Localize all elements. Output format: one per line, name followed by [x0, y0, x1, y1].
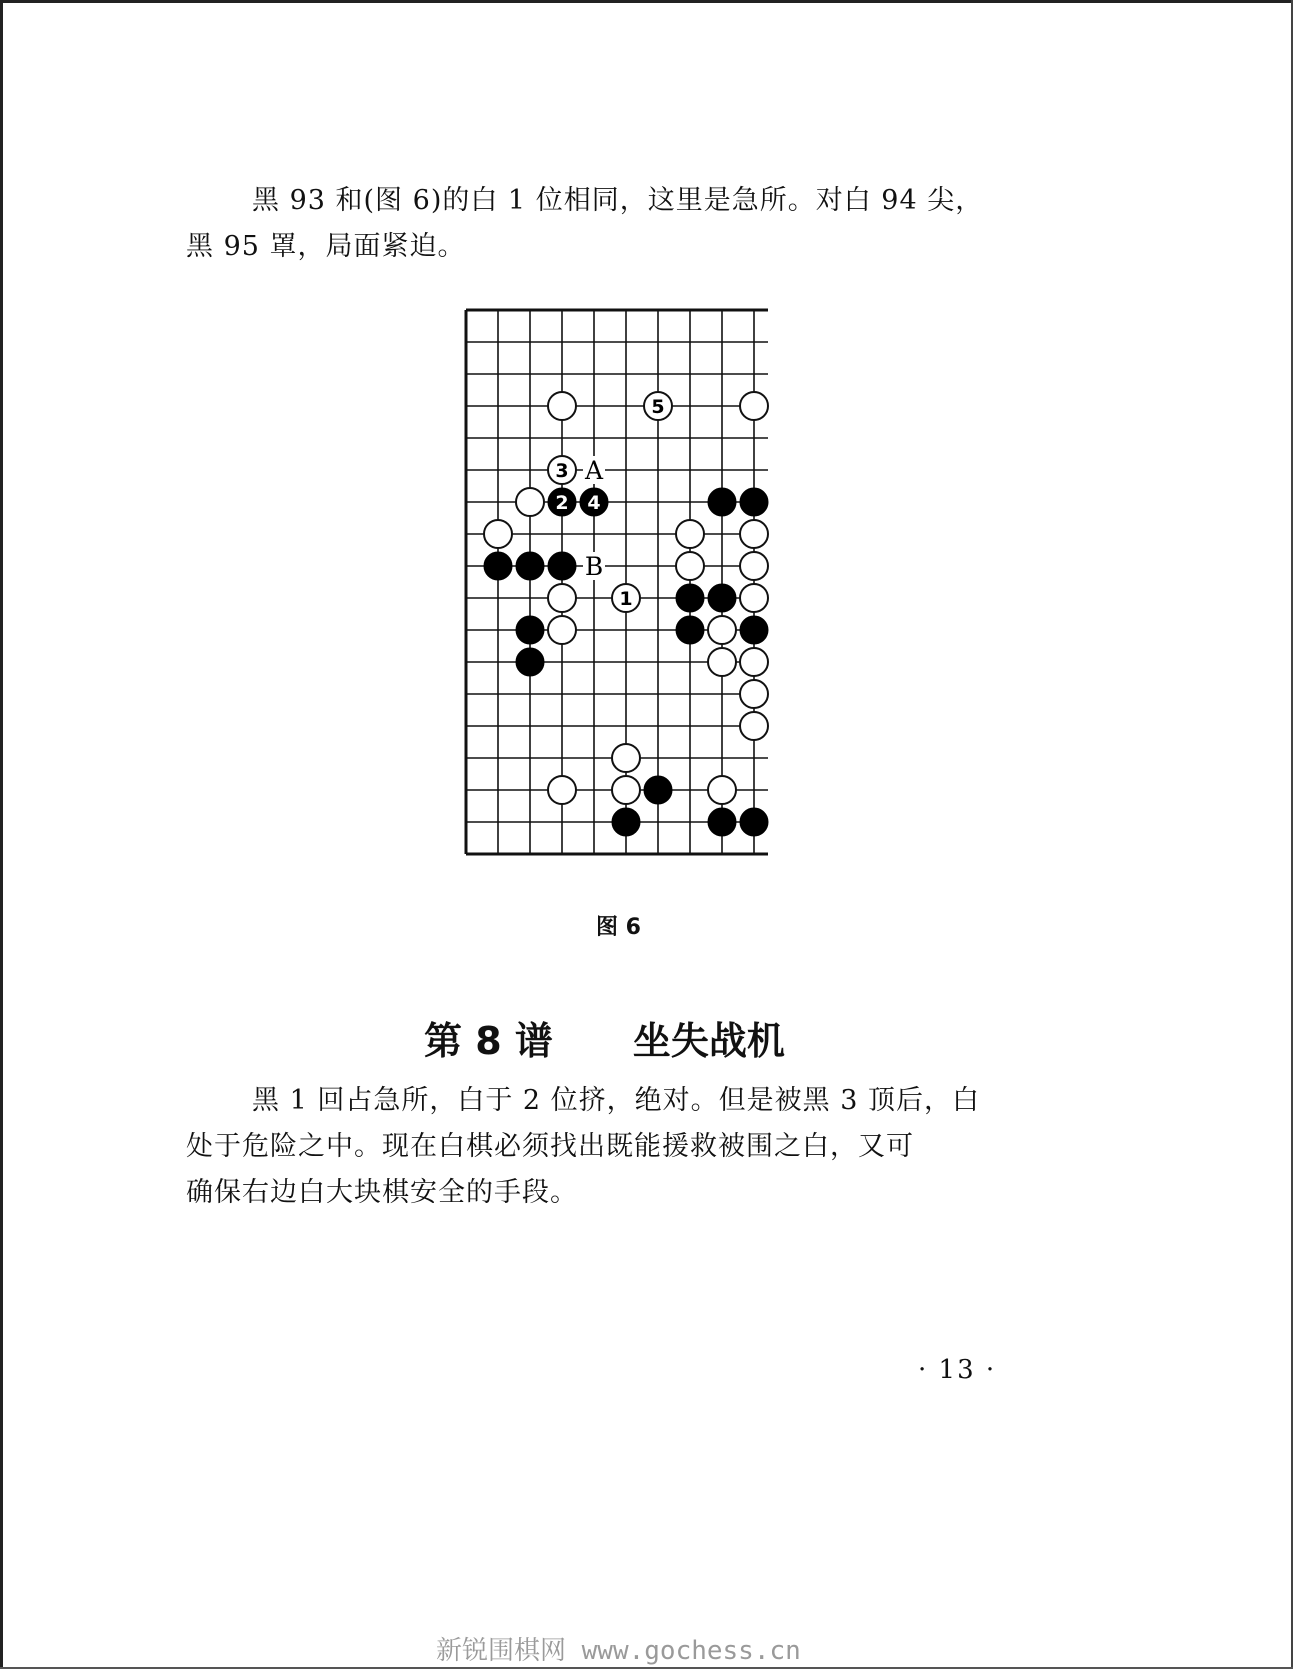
- paragraph-line: 黑 95 罩，局面紧迫。: [186, 231, 466, 262]
- white-stone: [676, 520, 704, 548]
- figure-caption: 图 6: [596, 915, 641, 940]
- black-stone: [676, 616, 704, 644]
- move-number-1: 1: [619, 588, 633, 610]
- paragraph-line: 黑 1 回占急所，白于 2 位挤，绝对。但是被黑 3 顶后，白: [252, 1085, 981, 1116]
- board-marker-a: A: [584, 456, 604, 485]
- black-stone: [516, 648, 544, 676]
- white-stone: [484, 520, 512, 548]
- white-stone: [740, 552, 768, 580]
- white-stone: [740, 392, 768, 420]
- go-diagram: [450, 300, 830, 890]
- white-stone: [612, 744, 640, 772]
- paragraph-line: 黑 93 和(图 6)的白 1 位相同，这里是急所。对白 94 尖，: [252, 185, 984, 216]
- black-stone: [484, 552, 512, 580]
- white-stone: [548, 776, 576, 804]
- white-stone: [740, 584, 768, 612]
- black-stone: [644, 776, 672, 804]
- black-stone: [740, 616, 768, 644]
- white-stone: [548, 392, 576, 420]
- white-stone: [612, 776, 640, 804]
- scan-border-left: [0, 0, 3, 1669]
- white-stone: [740, 680, 768, 708]
- paragraph-line: 确保右边白大块棋安全的手段。: [186, 1177, 578, 1208]
- black-stone: [676, 584, 704, 612]
- go-board: [450, 300, 830, 890]
- move-number-5: 5: [651, 396, 665, 418]
- white-stone: [740, 712, 768, 740]
- black-stone: [548, 552, 576, 580]
- commentary-paragraph-2: [186, 1078, 1066, 1216]
- white-stone: [708, 648, 736, 676]
- section-title: 坐失战机: [632, 1019, 785, 1063]
- white-stone: [548, 616, 576, 644]
- white-stone: [740, 520, 768, 548]
- black-stone: [708, 808, 736, 836]
- move-number-2: 2: [555, 492, 569, 514]
- board-marker-b: B: [584, 552, 604, 581]
- section-heading: [424, 1010, 944, 1065]
- page-number: · 13 ·: [918, 1355, 997, 1385]
- white-stone: [516, 488, 544, 516]
- watermark: 新锐围棋网 www.gochess.cn: [436, 1636, 801, 1666]
- black-stone: [740, 808, 768, 836]
- black-stone: [708, 488, 736, 516]
- white-stone: [548, 584, 576, 612]
- white-stone: [740, 648, 768, 676]
- white-stone: [708, 616, 736, 644]
- section-number: 第 8 谱: [424, 1019, 553, 1063]
- white-stone: [676, 552, 704, 580]
- black-stone: [612, 808, 640, 836]
- white-stone: [708, 776, 736, 804]
- black-stone: [516, 616, 544, 644]
- paragraph-line: 处于危险之中。现在白棋必须找出既能援救被围之白，又可: [186, 1131, 914, 1162]
- move-number-4: 4: [587, 492, 601, 514]
- move-number-3: 3: [555, 460, 569, 482]
- scan-border-top: [0, 0, 1293, 3]
- black-stone: [516, 552, 544, 580]
- black-stone: [708, 584, 736, 612]
- commentary-paragraph-1: [186, 178, 1066, 270]
- black-stone: [740, 488, 768, 516]
